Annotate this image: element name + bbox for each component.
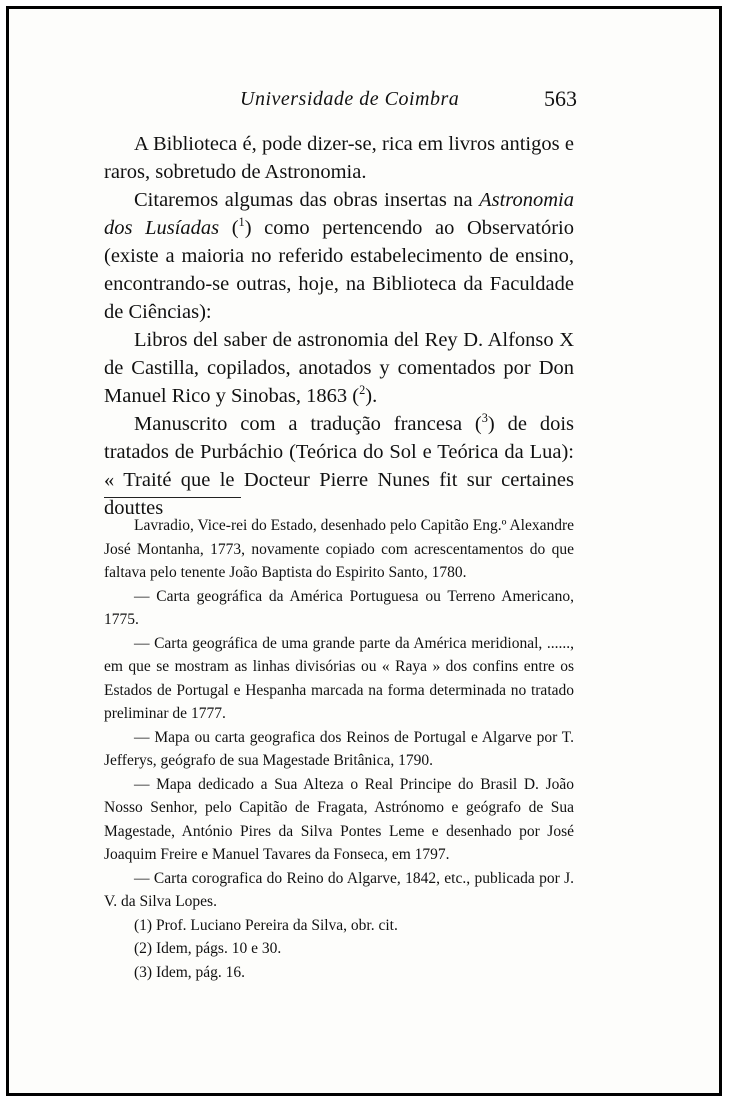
paragraph-4: Manuscrito com a tradução francesa ($^3$) de dois tratados de Purbáchio (Teórica do Sol e Teórica da Lua): « Traité que le Docteur Pierre Nunes fit sur certaines douttes — [104, 411, 574, 519]
paragraph-3-text-b: . — [372, 385, 378, 407]
book-title: Astronomia dos Lusíadas — [104, 189, 574, 239]
paragraph-3: Libros del saber de astronomia del Rey D. Alfonso X de Castilla, copilados, anotados y comentados por Don Manuel Rico y Sinobas, 1863 ($^2$). — [104, 329, 574, 407]
footnote-2: (2) Idem, págs. 10 e 30. — [134, 940, 282, 957]
paragraph-3-text-a: Libros del saber de astronomia del Rey D. Alfonso X de Castilla, copilados, anotados y comentados por Don Manuel Rico y Sinobas, 1863 — [104, 329, 574, 407]
note-item: — Mapa dedicado a Sua Alteza o Real Principe do Brasil D. João Nosso Senhor, pelo Capitão de Fragata, Astrónomo e geógrafo de Sua Magestade, António Pires da Silva Pontes Leme e desenhado por José Joaquim Freire e Manuel Tavares da Fonseca, em 1797. — [104, 775, 574, 863]
footnote-3: (3) Idem, pág. 16. — [134, 963, 246, 981]
note-item: — Carta geográfica de uma grande parte da América meridional, ......, em que se mostram as linhas divisórias ou « Raya » dos confins entre os Estados de Portugal e Hespanha marcada na forma determinada no tratado preliminar de 1777. — [104, 634, 574, 722]
running-title: Universidade de Coimbra — [240, 88, 460, 110]
note-item: — Carta corografica do Reino do Algarve, 1842, etc., publicada por J. V. da Silva Lopes. — [104, 869, 574, 910]
paragraph-2: Citaremos algumas das obras insertas na Astronomia dos Lusíadas ($^1$) como pertencendo ao Observatório (existe a maioria no referido estabelecimento de ensino, encontrando-se outras, hoje, na Biblioteca da Faculdade de Ciências): — [104, 189, 574, 323]
paragraph-2-text-b: como pertencendo ao Observatório (existe a maioria no referido estabelecimento de ensino, encontrando-se outras, hoje, na Biblioteca da Faculdade de Ciências): — [104, 217, 574, 323]
page-header — [0, 88, 734, 118]
paragraph-4-text-a: Manuscrito com a tradução francesa — [134, 413, 463, 435]
paragraph-1: A Biblioteca é, pode dizer-se, rica em livros antigos e raros, sobretudo de Astronomia. — [104, 133, 574, 183]
footnote-ref-1: 1 — [238, 215, 245, 230]
page-number: 563 — [544, 86, 577, 111]
footnote-rule — [104, 497, 241, 498]
paragraph-4-text-b: de dois tratados de Purbáchio (Teórica do Sol e Teórica da Lua): « Traité que le Docteur Pierre Nunes fit sur certaines douttes — [104, 413, 574, 519]
paragraph-2-text-a: Citaremos algumas das obras insertas na — [134, 189, 480, 211]
note-continuation: Lavradio, Vice-rei do Estado, desenhado pelo Capitão Eng.º Alexandre José Montanha, 1773, novamente copiado com acrescentamentos do que faltava pelo tenente João Baptista do Espirito Santo, 1780. — [104, 517, 574, 581]
footnotes — [104, 514, 574, 984]
note-item: — Carta geográfica da América Portuguesa ou Terreno Americano, 1775. — [104, 587, 574, 628]
note-item: — Mapa ou carta geografica dos Reinos de Portugal e Algarve por T. Jefferys, geógrafo de sua Magestade Britânica, 1790. — [104, 728, 574, 769]
footnote-1: (1) Prof. Luciano Pereira da Silva, obr. cit. — [134, 916, 398, 934]
main-text — [104, 130, 574, 522]
footnote-ref-3: 3 — [481, 411, 488, 426]
footnote-ref-2: 2 — [359, 383, 366, 398]
